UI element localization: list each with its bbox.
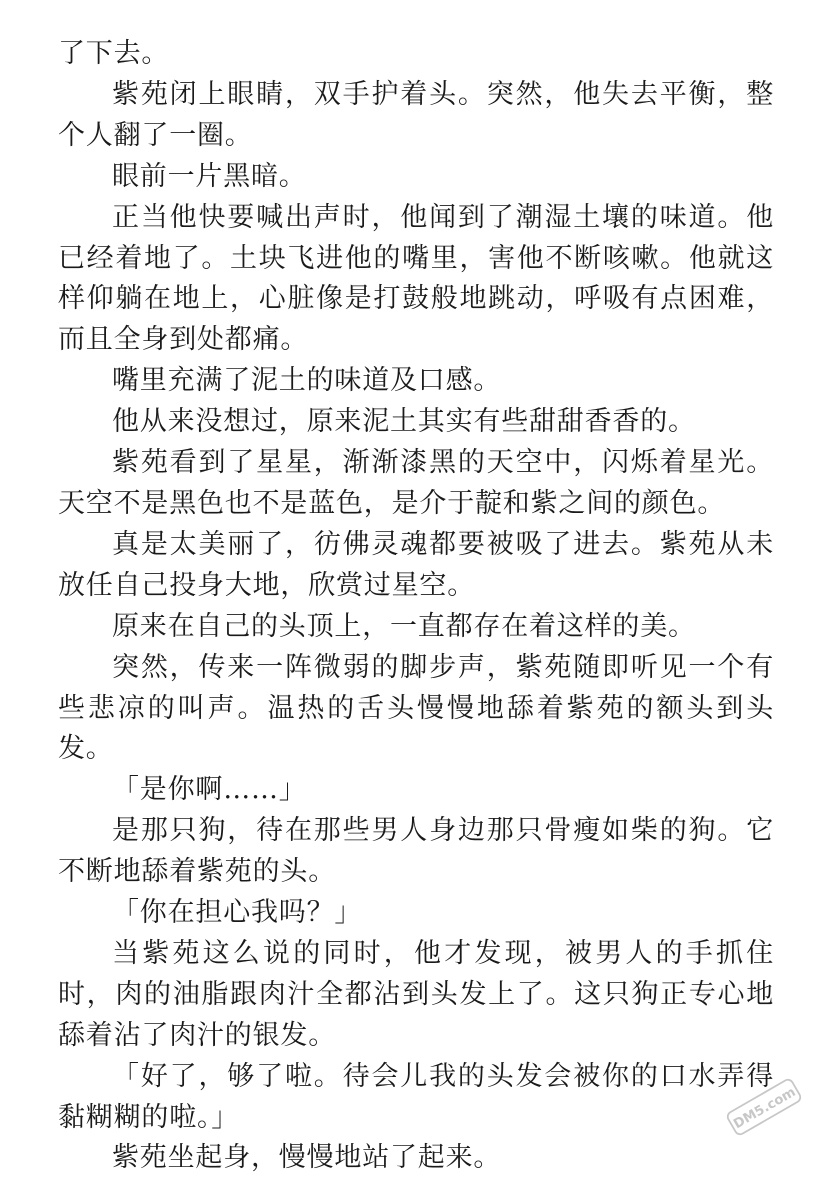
svg-text:DM5.com: DM5.com (731, 1084, 799, 1133)
page-body (58, 34, 774, 1179)
paragraph-9: 原来在自己的头顶上，一直都存在着这样的美。 (112, 610, 696, 642)
paragraph-13: 「你在担心我吗？」 (112, 897, 363, 929)
paragraph-6: 他从来没想过，原来泥土其实有些甜甜香香的。 (112, 406, 696, 438)
paragraph-3: 眼前一片黑暗。 (112, 160, 307, 192)
paragraph-15: 「好了，够了啦。待会儿我的头发会被你的口水弄得黏糊糊的啦。」 (58, 1060, 774, 1133)
paragraph-7: 紫苑看到了星星，渐渐漆黑的天空中，闪烁着星光。天空不是黑色也不是蓝色，是介于靛和紫之间的颜色。 (58, 447, 774, 519)
paragraph-14: 当紫苑这么说的同时，他才发现，被男人的手抓住时，肉的油脂跟肉汁全都沾到头发上了。这只狗正专心地舔着沾了肉汁的银发。 (58, 937, 774, 1051)
paragraph-4: 正当他快要喊出声时，他闻到了潮湿土壤的味道。他已经着地了。土块飞进他的嘴里，害他不断咳嗽。他就这样仰躺在地上，心脏像是打鼓般地跳动，呼吸有点困难，而且全身到处都痛。 (58, 201, 774, 356)
paragraph-5: 嘴里充满了泥土的味道及口感。 (112, 365, 502, 397)
paragraph-16: 紫苑坐起身，慢慢地站了起来。 (112, 1142, 502, 1174)
paragraph-8: 真是太美丽了，彷佛灵魂都要被吸了进去。紫苑从未放任自己投身大地，欣赏过星空。 (58, 528, 774, 601)
paragraph-10: 突然，传来一阵微弱的脚步声，紫苑随即听见一个有些悲凉的叫声。温热的舌头慢慢地舔着紫苑的额头到头发。 (58, 651, 774, 765)
paragraph-11: 「是你啊……」 (112, 774, 307, 806)
paragraph-1: 了下去。 (58, 38, 170, 69)
paragraph-12: 是那只狗，待在那些男人身边那只骨瘦如柴的狗。它不断地舔着紫苑的头。 (58, 815, 774, 888)
paragraph-2: 紫苑闭上眼睛，双手护着头。突然，他失去平衡，整个人翻了一圈。 (58, 78, 774, 151)
